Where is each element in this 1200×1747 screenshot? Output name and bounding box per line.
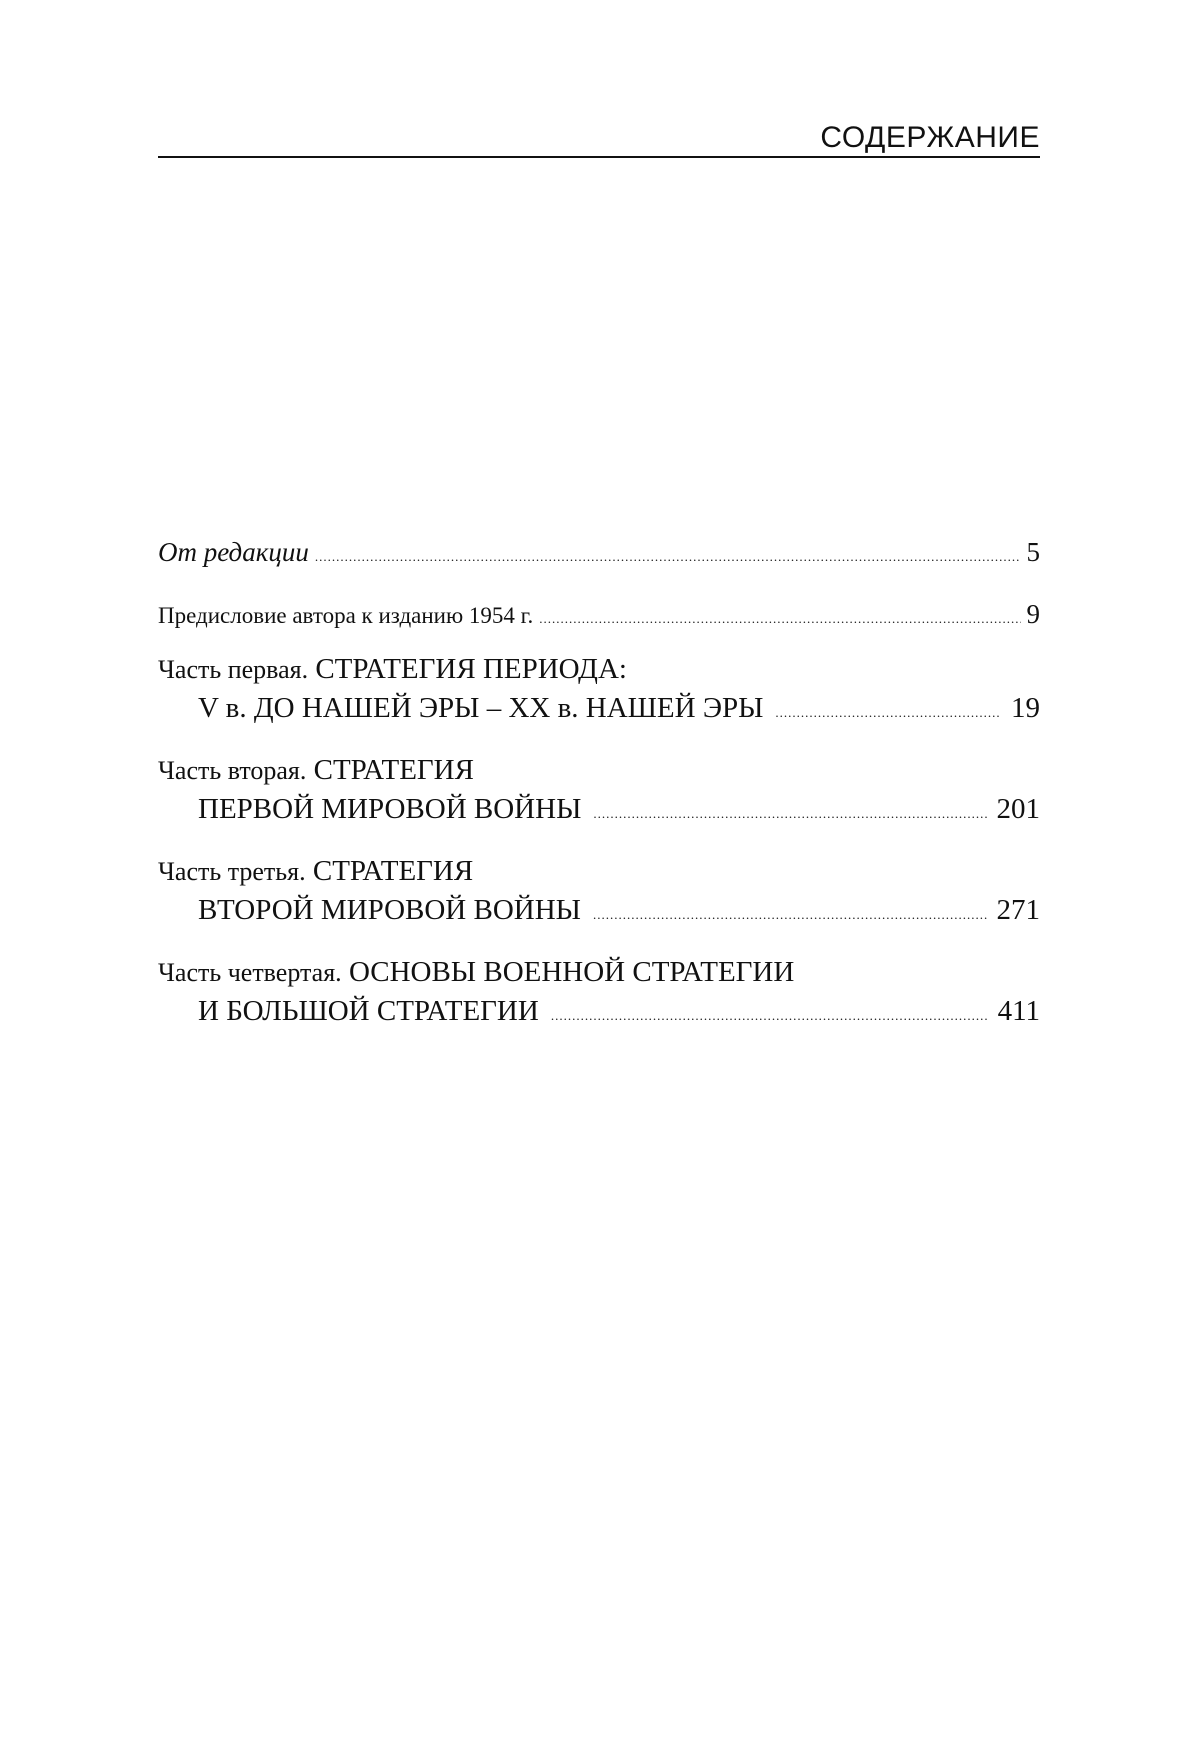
toc-part-title-line2: V в. ДО НАШЕЙ ЭРЫ – XX в. НАШЕЙ ЭРЫ [198, 692, 764, 724]
toc-part-title-line1: СТРАТЕГИЯ ПЕРИОДА: [315, 653, 627, 685]
toc-part-title-line2: ПЕРВОЙ МИРОВОЙ ВОЙНЫ [198, 793, 582, 825]
toc-part-heading [158, 751, 1040, 790]
dot-leader [539, 612, 1020, 625]
toc-part-prefix: Часть вторая. [158, 756, 307, 785]
toc-entry-title: От редакции [158, 537, 309, 567]
toc-page-number: 271 [996, 894, 1040, 926]
toc-line [158, 536, 1040, 568]
dot-leader [551, 1009, 988, 1022]
toc-part-heading [158, 650, 1040, 689]
toc-part-title-line2: ВТОРОЙ МИРОВОЙ ВОЙНЫ [198, 894, 581, 926]
toc-line [158, 992, 1040, 1030]
dot-leader [315, 550, 1021, 563]
toc-page-number: 9 [1026, 599, 1040, 629]
table-of-contents [158, 536, 1040, 1054]
toc-part-title-line1: ОСНОВЫ ВОЕННОЙ СТРАТЕГИИ [348, 956, 795, 988]
toc-part-prefix: Часть первая. [158, 655, 309, 684]
toc-part-heading [158, 953, 1040, 992]
toc-page-number: 411 [997, 995, 1040, 1027]
toc-line [158, 598, 1040, 632]
toc-entry-preface[interactable] [158, 598, 1040, 632]
toc-page-number: 5 [1026, 537, 1040, 567]
toc-line [158, 689, 1040, 727]
toc-page-number: 19 [1011, 692, 1040, 724]
toc-part-prefix: Часть четвертая. [158, 958, 342, 987]
page-header [158, 112, 1040, 158]
toc-entry-part-4[interactable] [158, 953, 1040, 1030]
toc-entry-part-1[interactable] [158, 650, 1040, 727]
toc-entry-part-2[interactable] [158, 751, 1040, 828]
toc-part-prefix: Часть третья. [158, 857, 306, 886]
toc-part-heading [158, 852, 1040, 891]
dot-leader [593, 807, 986, 820]
toc-part-title-line1: СТРАТЕГИЯ [312, 855, 474, 887]
toc-part-title-line1: СТРАТЕГИЯ [313, 754, 474, 786]
dot-leader [593, 908, 987, 921]
toc-line [158, 891, 1040, 929]
dot-leader [775, 706, 1001, 719]
page-title: СОДЕРЖАНИЕ [820, 121, 1040, 154]
toc-entry-part-3[interactable] [158, 852, 1040, 929]
toc-part-title-line2: И БОЛЬШОЙ СТРАТЕГИИ [198, 995, 539, 1027]
toc-line [158, 790, 1040, 828]
toc-page-number: 201 [996, 793, 1040, 825]
toc-entry-editor-note[interactable] [158, 536, 1040, 568]
toc-entry-title: Предисловие автора к изданию 1954 г. [158, 603, 534, 628]
